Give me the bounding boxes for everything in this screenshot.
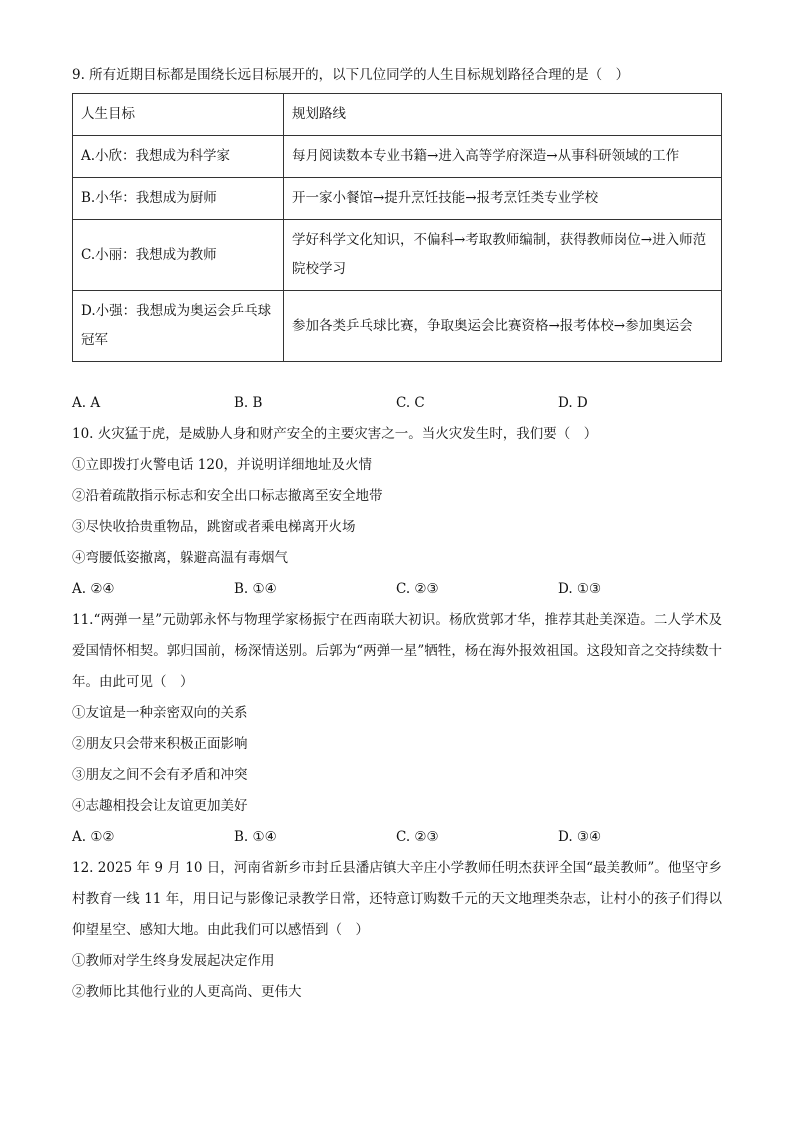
question-10-stem: 10. 火灾猛于虎，是威胁人身和财产安全的主要灾害之一。当火灾发生时，我们要（ ） [72, 426, 598, 442]
question-12-stem: 12. 2025 年 9 月 10 日，河南省新乡市封丘县潘店镇大辛庄小学教师任明杰获评全国“最美教师”。他坚守乡村教育一线 11 年，用日记与影像记录教学日常，还特意订购数千元的天文地理类杂志，让村小的孩子们得以仰望星空、感知大地。由此我们可以感悟到（ ） [72, 860, 722, 938]
statement-4: ④志趣相投会让友谊更加美好 [72, 798, 248, 814]
table-row [73, 136, 722, 178]
table-cell-route: 开一家小餐馆→提升烹饪技能→报考烹饪类专业学校 [284, 178, 722, 220]
question-10-options [72, 574, 722, 605]
table-cell-route: 每月阅读数本专业书籍→进入高等学府深造→从事科研领域的工作 [284, 136, 722, 178]
option-c: C. C [396, 395, 425, 411]
statement-2: ②朋友只会带来积极正面影响 [72, 736, 248, 752]
exam-page [72, 60, 722, 1008]
option-d: D. ③④ [558, 829, 602, 845]
statement-1: ①立即拨打火警电话 120，并说明详细地址及火情 [72, 457, 373, 473]
table-cell-goal: B.小华：我想成为厨师 [73, 178, 284, 220]
option-b: B. ①④ [234, 829, 277, 845]
table-row [73, 220, 722, 291]
statement-2: ②沿着疏散指示标志和安全出口标志撤离至安全地带 [72, 488, 383, 504]
option-a: A. ①② [72, 829, 115, 845]
table-cell-goal: C.小丽：我想成为教师 [73, 220, 284, 291]
option-a: A. A [72, 395, 101, 411]
statement-3: ③朋友之间不会有矛盾和冲突 [72, 767, 248, 783]
option-c: C. ②③ [396, 581, 439, 597]
question-11-stem: 11.“两弹一星”元勋郭永怀与物理学家杨振宁在西南联大初识。杨欣赏郭才华，推荐其赴美深造。二人学术及爱国情怀相契。郭归国前，杨深情送别。后郭为“两弹一星”牺牲，杨在海外报效祖国。这段知音之交持续数十年。由此可见（ ） [72, 612, 722, 690]
option-d: D. D [558, 395, 588, 411]
option-a: A. ②④ [72, 581, 115, 597]
statement-1: ①友谊是一种亲密双向的关系 [72, 705, 248, 721]
table-cell-route: 学好科学文化知识，不偏科→考取教师编制，获得教师岗位→进入师范院校学习 [284, 220, 722, 291]
question-11-options [72, 822, 722, 853]
question-9-options [72, 388, 722, 419]
statement-2: ②教师比其他行业的人更高尚、更伟大 [72, 984, 302, 1000]
table-header-goal: 人生目标 [73, 94, 284, 136]
table-cell-goal: D.小强：我想成为奥运会乒乓球冠军 [73, 291, 284, 362]
table-header-row [73, 94, 722, 136]
table-cell-goal: A.小欣：我想成为科学家 [73, 136, 284, 178]
option-c: C. ②③ [396, 829, 439, 845]
statement-3: ③尽快收拾贵重物品，跳窗或者乘电梯离开火场 [72, 519, 356, 535]
statement-1: ①教师对学生终身发展起决定作用 [72, 953, 275, 969]
table-row [73, 291, 722, 362]
option-b: B. ①④ [234, 581, 277, 597]
option-d: D. ①③ [558, 581, 602, 597]
life-goal-plan-table [72, 93, 722, 362]
statement-4: ④弯腰低姿撤离，躲避高温有毒烟气 [72, 550, 288, 566]
question-9-stem: 9. 所有近期目标都是围绕长远目标展开的，以下几位同学的人生目标规划路径合理的是（ ） [72, 67, 630, 83]
table-row [73, 178, 722, 220]
option-b: B. B [234, 395, 263, 411]
table-cell-route: 参加各类乒乓球比赛，争取奥运会比赛资格→报考体校→参加奥运会 [284, 291, 722, 362]
table-header-route: 规划路线 [284, 94, 722, 136]
